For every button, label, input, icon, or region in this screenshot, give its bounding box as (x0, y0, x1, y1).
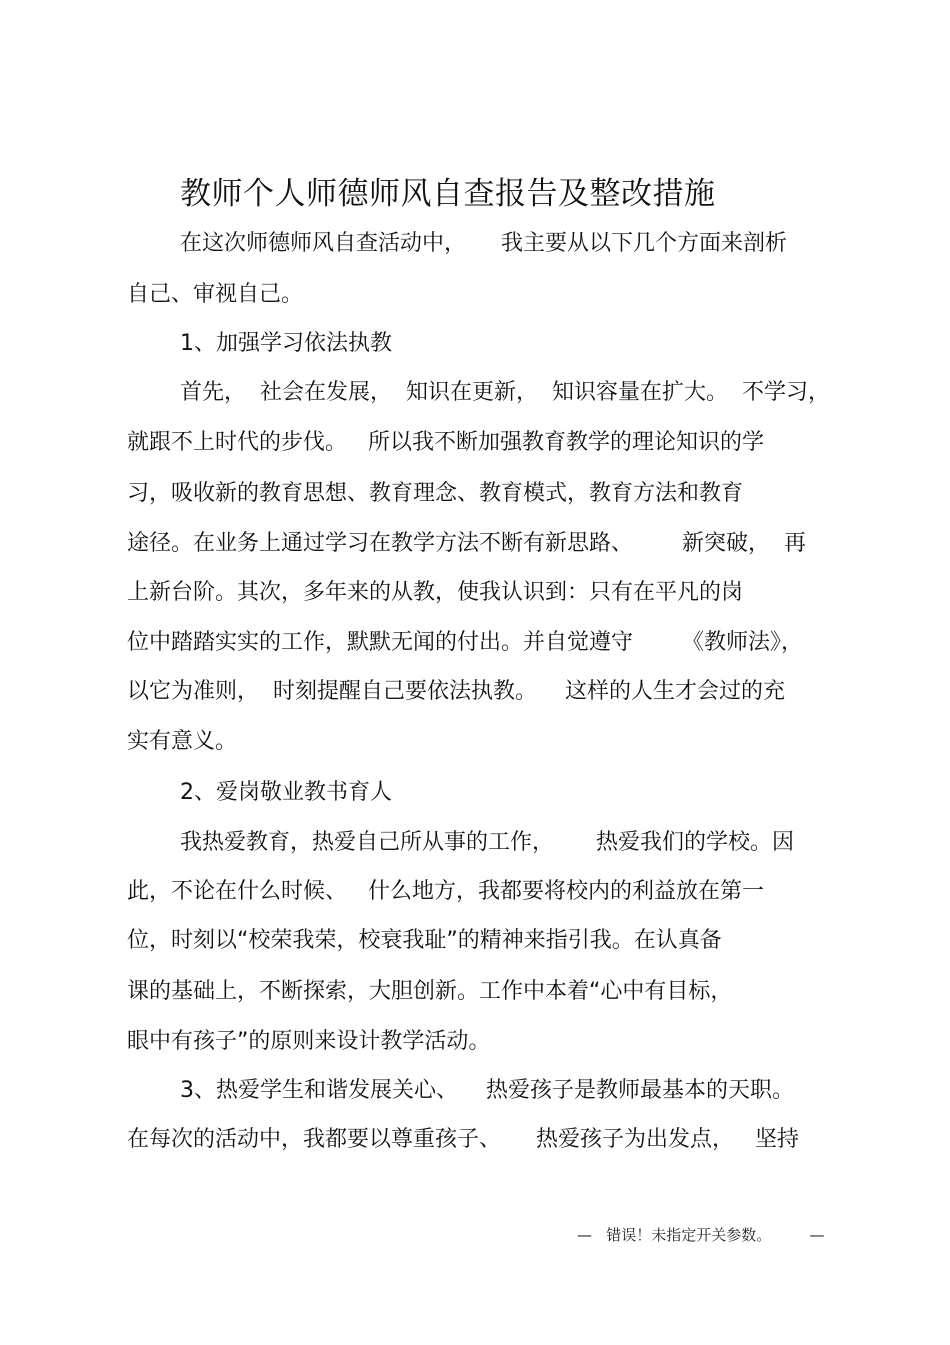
paragraph-line: 课的基础上，不断探索，大胆创新。工作中本着“心中有目标， (127, 979, 733, 1004)
paragraph-line: 此，不论在什么时候、 什么地方，我都要将校内的利益放在第一 (127, 879, 764, 904)
paragraph-line: 首先， 社会在发展， 知识在更新， 知识容量在扩大。 不学习， (180, 380, 830, 405)
paragraph-line: 在每次的活动中，我都要以尊重孩子、 热爱孩子为出发点， 坚持 (127, 1127, 799, 1152)
paragraph-line: 自己、审视自己。 (127, 282, 304, 307)
paragraph-line: 位，时刻以“校荣我荣，校衰我耻”的精神来指引我。在认真备 (127, 928, 722, 953)
section-heading: 3、热爱学生和谐发展关心、 热爱孩子是教师最基本的天职。 (180, 1078, 794, 1103)
paragraph-line: 位中踏踏实实的工作，默默无闻的付出。并自觉遵守 《教师法》， (127, 630, 803, 655)
paragraph-line: 习，吸收新的教育思想、教育理念、教育模式，教育方法和教育 (127, 481, 744, 506)
paragraph-line: 在这次师德师风自查活动中， 我主要从以下几个方面来剖析 (180, 231, 787, 256)
paragraph-line: 眼中有孩子”的原则来设计教学活动。 (127, 1029, 491, 1054)
section-heading: 2、爱岗敬业教书育人 (180, 780, 392, 805)
paragraph-line: 以它为准则， 时刻提醒自己要依法执教。 这样的人生才会过的充 (127, 679, 785, 704)
section-heading: 1、加强学习依法执教 (180, 331, 392, 356)
paragraph-line: 上新台阶。其次，多年来的从教，使我认识到：只有在平凡的岗 (127, 580, 744, 605)
paragraph-line: 实有意义。 (127, 729, 238, 754)
paragraph-line: 我热爱教育，热爱自己所从事的工作， 热爱我们的学校。因 (180, 830, 794, 855)
paragraph-line: 就跟不上时代的步伐。 所以我不断加强教育教学的理论知识的学 (127, 430, 764, 455)
page-footer: — 错误！未指定开关参数。 — (577, 1226, 825, 1244)
document-title: 教师个人师德师风自查报告及整改措施 (180, 176, 716, 212)
paragraph-line: 途径。在业务上通过学习在教学方法不断有新思路、 新突破， 再 (127, 531, 806, 556)
